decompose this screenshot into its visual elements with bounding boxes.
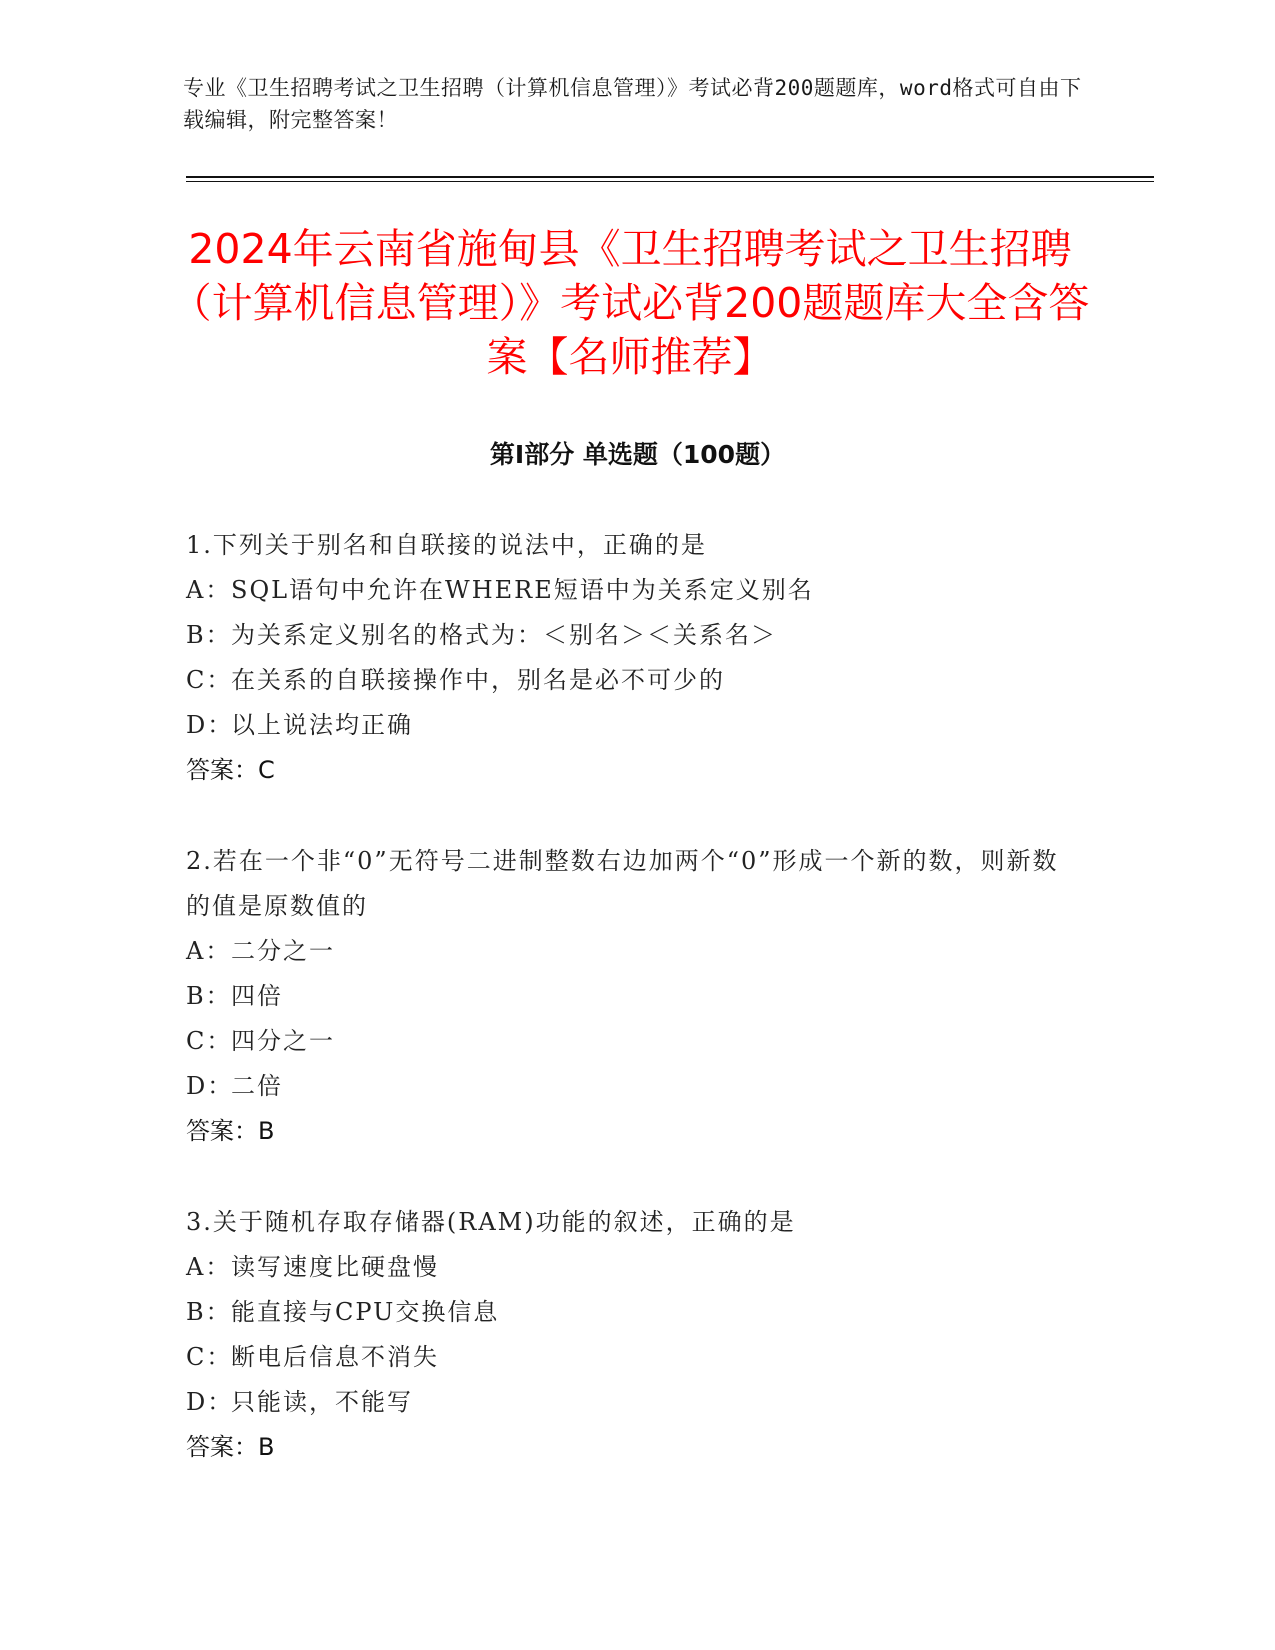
question-answer: 答案：B [186, 1433, 275, 1461]
question-option [186, 974, 1066, 1019]
question-answer: 答案：C [186, 756, 275, 784]
question-option [186, 613, 1066, 658]
question-answer: 答案：B [186, 1117, 275, 1145]
question-item [186, 839, 1066, 1154]
option-text: 以上说法均正确 [231, 711, 413, 739]
option-letter: C： [186, 666, 233, 694]
question-option [186, 658, 1066, 703]
question-option [186, 1064, 1066, 1109]
option-text: 二分之一 [231, 937, 335, 965]
option-text: 四倍 [231, 982, 283, 1010]
question-option [186, 568, 1066, 613]
question-option [186, 1335, 1066, 1380]
option-text: 二倍 [231, 1072, 283, 1100]
option-letter: B： [186, 982, 232, 1010]
option-letter: D： [186, 1388, 234, 1416]
question-stem: 1.下列关于别名和自联接的说法中，正确的是 [186, 531, 707, 559]
option-letter: B： [186, 621, 232, 649]
option-text: 为关系定义别名的格式为：＜别名＞＜关系名＞ [231, 621, 777, 649]
option-text: 读写速度比硬盘慢 [231, 1253, 439, 1281]
option-text: SQL语句中允许在WHERE短语中为关系定义别名 [231, 576, 814, 604]
question-option [186, 929, 1066, 974]
section-title: 第Ⅰ部分 单选题（100题） [489, 440, 786, 469]
question-option [186, 703, 1066, 748]
option-letter: A： [186, 1253, 232, 1281]
option-letter: D： [186, 711, 234, 739]
option-letter: C： [186, 1343, 233, 1371]
option-letter: A： [186, 937, 232, 965]
document-title: 2024年云南省施甸县《卫生招聘考试之卫生招聘（计算机信息管理）》考试必背200题题库大全含答案【名师推荐】 [170, 225, 1090, 381]
question-option [186, 1019, 1066, 1064]
option-text: 四分之一 [231, 1027, 335, 1055]
option-text: 断电后信息不消失 [231, 1343, 439, 1371]
header-note: 专业《卫生招聘考试之卫生招聘（计算机信息管理）》考试必背200题题库，word格式可自由下载编辑，附完整答案！ [183, 76, 1082, 132]
header-divider [186, 176, 1154, 178]
question-list [186, 523, 1066, 1516]
question-stem: 2.若在一个非“0”无符号二进制整数右边加两个“0”形成一个新的数，则新数的值是原数值的 [186, 847, 1059, 920]
question-option [186, 1290, 1066, 1335]
question-stem: 3.关于随机存取存储器(RAM)功能的叙述，正确的是 [186, 1208, 796, 1236]
option-letter: A： [186, 576, 232, 604]
option-text: 在关系的自联接操作中，别名是必不可少的 [231, 666, 725, 694]
option-letter: B： [186, 1298, 232, 1326]
question-item [186, 523, 1066, 793]
option-letter: C： [186, 1027, 233, 1055]
option-letter: D： [186, 1072, 234, 1100]
option-text: 只能读，不能写 [231, 1388, 413, 1416]
question-option [186, 1245, 1066, 1290]
question-item [186, 1200, 1066, 1470]
question-option [186, 1380, 1066, 1425]
header-divider-thin [186, 181, 1154, 182]
option-text: 能直接与CPU交换信息 [231, 1298, 500, 1326]
